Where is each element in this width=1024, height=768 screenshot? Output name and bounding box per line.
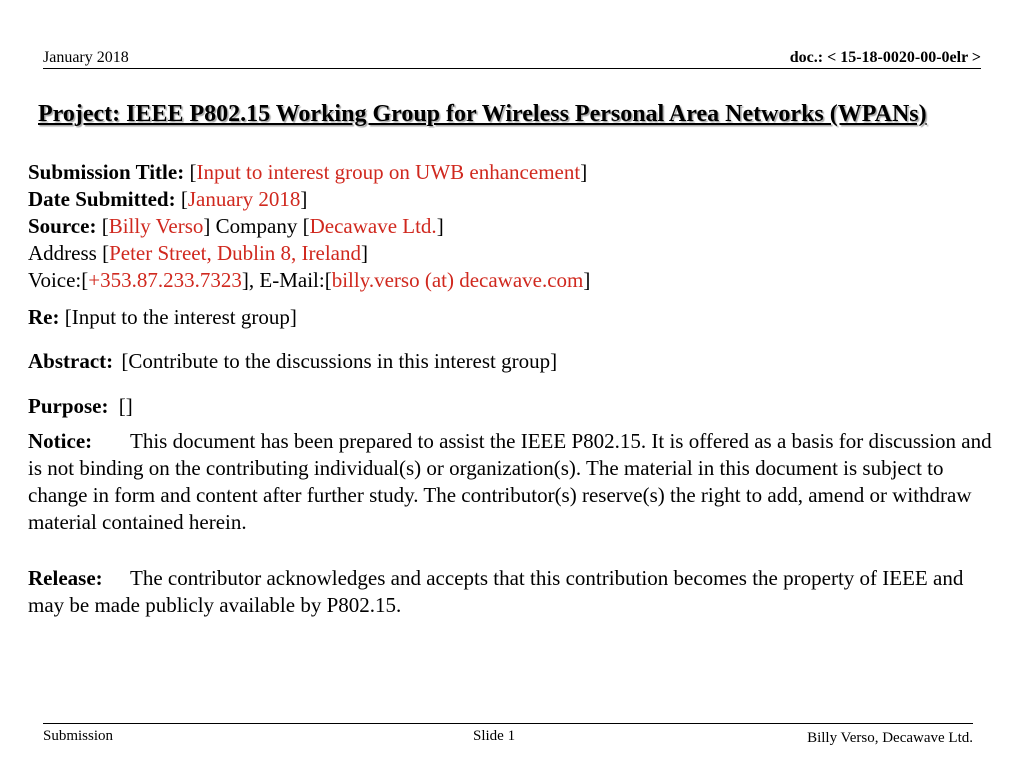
footer-author: Billy Verso, Decawave Ltd.	[807, 730, 973, 746]
header-date: January 2018	[43, 49, 129, 66]
date-submitted-value: January 2018	[187, 187, 301, 211]
address-label: Address	[28, 241, 97, 265]
address-value: Peter Street, Dublin 8, Ireland	[109, 241, 362, 265]
abstract-value: [Contribute to the discussions in this interest group]	[121, 349, 558, 373]
header-divider	[43, 68, 981, 69]
header-doc-id: doc.: < 15-18-0020-00-0elr >	[789, 49, 981, 66]
purpose-value: []	[118, 394, 133, 418]
submission-title-row: Submission Title: [Input to interest group on UWB enhancement]	[28, 160, 588, 184]
notice-text: This document has been prepared to assist the IEEE P802.15. It is offered as a basis for discussion and is not binding on the contributing individual(s) or organization(s). The material in this document is subject to change in form and content after further study. The contributor(s) reserve(s) the right to add, amend or withdraw material contained herein.	[28, 429, 992, 534]
notice-paragraph	[28, 428, 1003, 536]
voice-label: Voice:	[28, 268, 82, 292]
contact-row: Voice:[+353.87.233.7323], E-Mail:[billy.verso (at) decawave.com]	[28, 268, 591, 292]
source-value: Billy Verso	[108, 214, 204, 238]
footer-slide-number: Slide 1	[473, 728, 516, 744]
email-label: E-Mail:	[259, 268, 325, 292]
source-label: Source:	[28, 214, 97, 238]
date-submitted-row: Date Submitted: [January 2018]	[28, 187, 308, 211]
release-label: Release:	[28, 566, 103, 590]
submission-title-value: Input to interest group on UWB enhancement	[196, 160, 581, 184]
source-row: Source: [Billy Verso] Company [Decawave Ltd.]	[28, 214, 444, 238]
address-row: Address [Peter Street, Dublin 8, Ireland]	[28, 241, 369, 265]
project-title: Project: IEEE P802.15 Working Group for Wireless Personal Area Networks (WPANs)	[38, 101, 927, 127]
re-row	[28, 305, 297, 330]
footer-submission: Submission	[43, 728, 114, 744]
email-value: billy.verso (at) decawave.com	[331, 268, 584, 292]
abstract-label: Abstract:	[28, 349, 114, 373]
re-value: [Input to the interest group]	[64, 305, 297, 329]
re-label: Re:	[28, 305, 60, 329]
release-text: The contributor acknowledges and accepts that this contribution becomes the property of IEEE and may be made publicly available by P802.15.	[28, 566, 964, 617]
purpose-row	[28, 394, 133, 419]
abstract-row	[28, 349, 557, 374]
date-submitted-label: Date Submitted:	[28, 187, 176, 211]
release-paragraph	[28, 565, 1003, 619]
voice-value: +353.87.233.7323	[88, 268, 242, 292]
company-label: Company	[215, 214, 298, 238]
purpose-label: Purpose:	[28, 394, 109, 418]
company-value: Decawave Ltd.	[309, 214, 437, 238]
footer-divider	[43, 723, 973, 724]
notice-label: Notice:	[28, 429, 93, 453]
submission-title-label: Submission Title:	[28, 160, 185, 184]
